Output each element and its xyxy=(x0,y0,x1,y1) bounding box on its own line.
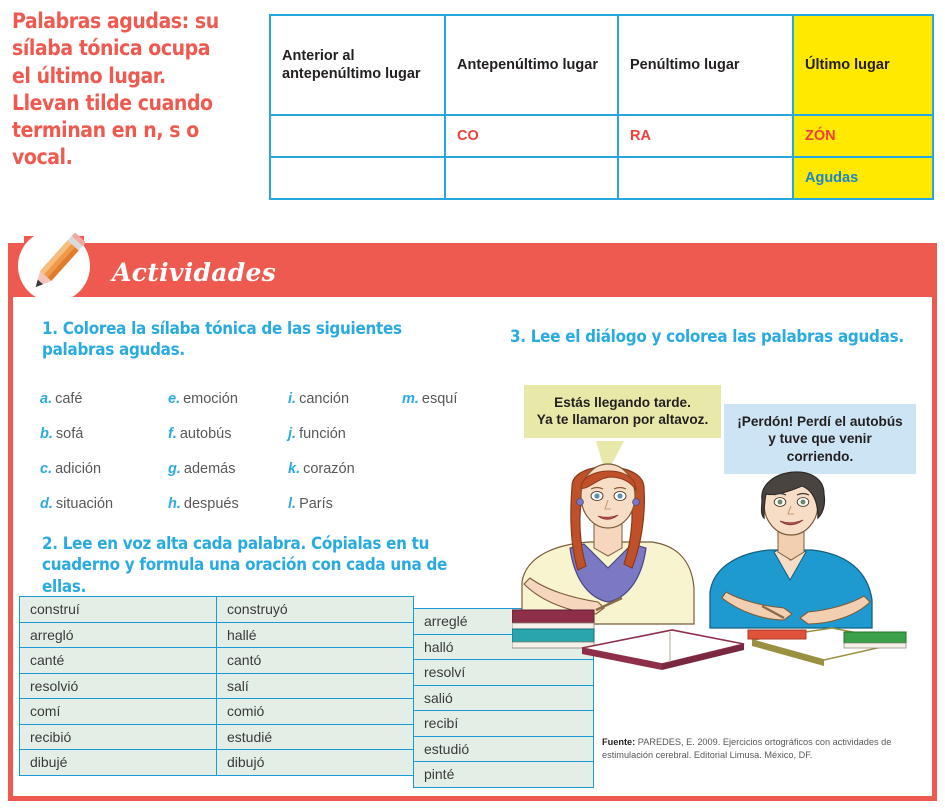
verb-cell: construí xyxy=(20,597,217,623)
rule-title: Palabras agudas: su sílaba tónica ocupa el último lugar. Llevan tilde cuando terminan en n, s o vocal. xyxy=(12,9,219,171)
bubble-line: corriendo. xyxy=(786,448,854,464)
verb-cell: arreglé xyxy=(414,609,594,635)
list-item xyxy=(168,487,280,522)
list-item xyxy=(168,382,280,417)
bubble-line: Ya te llamaron por altavoz. xyxy=(536,412,709,428)
verb-cell: resolvió xyxy=(20,673,217,699)
table-row xyxy=(270,157,933,199)
verb-cell: comió xyxy=(217,699,414,725)
list-item xyxy=(40,487,168,522)
table-row xyxy=(20,699,217,725)
item-word: corazón xyxy=(303,461,355,477)
open-book-left xyxy=(582,630,744,670)
list-item xyxy=(168,452,280,487)
word-column xyxy=(40,382,168,522)
item-word: canción xyxy=(299,391,350,407)
table-row xyxy=(217,750,414,776)
table-row xyxy=(270,115,933,157)
word-column xyxy=(168,382,280,522)
table-header-row xyxy=(270,15,933,115)
list-item xyxy=(40,417,168,452)
item-letter: e. xyxy=(168,391,181,407)
item-letter: f. xyxy=(168,426,177,442)
table-row xyxy=(414,762,594,788)
table-row xyxy=(20,724,217,750)
item-letter: j. xyxy=(288,426,297,442)
table-header-cell-1: Anterior al antepenúltimo lugar xyxy=(270,15,445,115)
exercise-2-heading: 2. Lee en voz alta cada palabra. Cópialas en tu cuaderno y formula una oración con cada una de ellas. xyxy=(42,534,448,596)
table-row xyxy=(414,736,594,762)
verb-cell: hallé xyxy=(217,622,414,648)
item-word: además xyxy=(183,461,236,477)
item-word: después xyxy=(183,496,239,512)
exercise-1-heading: 1. Colorea la sílaba tónica de las siguientes palabras agudas. xyxy=(42,319,402,360)
item-word: sofá xyxy=(55,426,84,442)
list-item xyxy=(40,382,168,417)
item-word: esquí xyxy=(421,391,458,407)
syllable-place-table xyxy=(269,14,934,200)
item-word: París xyxy=(299,496,333,512)
table-header-cell-2: Antepenúltimo lugar xyxy=(445,15,618,115)
table-row xyxy=(217,699,414,725)
list-item xyxy=(288,452,400,487)
verb-cell: arregló xyxy=(20,622,217,648)
activities-banner-title: Actividades xyxy=(112,258,277,287)
table-row xyxy=(217,648,414,674)
item-word: emoción xyxy=(183,391,238,407)
source-label: Fuente: xyxy=(602,737,636,747)
list-item xyxy=(402,382,512,417)
verb-cell: recibió xyxy=(20,724,217,750)
girl-figure xyxy=(522,464,694,624)
table-header-cell-3: Penúltimo lugar xyxy=(618,15,793,115)
word-column xyxy=(288,382,400,522)
verb-cell: salí xyxy=(217,673,414,699)
verb-cell: estudié xyxy=(217,724,414,750)
word-column xyxy=(402,382,512,417)
item-letter: l. xyxy=(288,496,297,512)
item-letter: h. xyxy=(168,496,181,512)
verb-cell: dibujé xyxy=(20,750,217,776)
table-row xyxy=(217,673,414,699)
item-letter: a. xyxy=(40,391,53,407)
table-row xyxy=(20,750,217,776)
item-word: situación xyxy=(55,496,114,512)
list-item xyxy=(40,452,168,487)
book-stack xyxy=(512,610,594,648)
syllable-cell-3: RA xyxy=(618,115,793,157)
verb-cell: pinté xyxy=(414,762,594,788)
item-word: adición xyxy=(55,461,102,477)
item-letter: k. xyxy=(288,461,301,477)
label-cell-2 xyxy=(445,157,618,199)
source-text: PAREDES, E. 2009. Ejercicios ortográficos con actividades de estimulación cerebral. Editorial Limusa. México, DF. xyxy=(602,737,892,761)
pencil-icon xyxy=(10,222,98,310)
table-row xyxy=(217,724,414,750)
item-word: función xyxy=(299,426,346,442)
item-letter: d. xyxy=(40,496,53,512)
table-row xyxy=(20,648,217,674)
list-item xyxy=(288,487,400,522)
exercise-3-heading: 3. Lee el diálogo y colorea las palabras agudas. xyxy=(510,327,904,346)
item-letter: m. xyxy=(402,391,419,407)
item-letter: i. xyxy=(288,391,297,407)
rule-section xyxy=(0,0,945,213)
verb-cell: dibujó xyxy=(217,750,414,776)
item-word: café xyxy=(55,391,83,407)
table-row xyxy=(217,622,414,648)
verb-cell: canté xyxy=(20,648,217,674)
speech-bubble-girl xyxy=(524,385,721,438)
label-cell-1 xyxy=(270,157,445,199)
verb-cell: estudió xyxy=(414,736,594,762)
students-illustration xyxy=(512,452,932,722)
table-row xyxy=(217,597,414,623)
syllable-cell-4: ZÓN xyxy=(793,115,933,157)
verb-table-column-2 xyxy=(216,596,414,776)
item-word: autobús xyxy=(179,426,232,442)
boy-figure xyxy=(710,472,872,628)
item-letter: g. xyxy=(168,461,181,477)
verb-cell: construyó xyxy=(217,597,414,623)
syllable-cell-1 xyxy=(270,115,445,157)
bubble-line: y tuve que venir xyxy=(768,431,872,447)
verb-cell: salió xyxy=(414,685,594,711)
table-row xyxy=(20,622,217,648)
open-book-right xyxy=(748,628,906,666)
verb-cell: cantó xyxy=(217,648,414,674)
list-item xyxy=(288,417,400,452)
bubble-line: Estás llegando tarde. xyxy=(554,395,691,410)
verb-table-column-1 xyxy=(19,596,217,776)
bubble-line: ¡Perdón! Perdí el autobús xyxy=(737,414,903,429)
table-row xyxy=(20,597,217,623)
list-item xyxy=(168,417,280,452)
table-header-cell-4: Último lugar xyxy=(793,15,933,115)
verb-cell: resolví xyxy=(414,660,594,686)
list-item xyxy=(288,382,400,417)
verb-cell: comí xyxy=(20,699,217,725)
item-letter: c. xyxy=(40,461,53,477)
item-letter: b. xyxy=(40,426,53,442)
table-row xyxy=(20,673,217,699)
label-cell-4: Agudas xyxy=(793,157,933,199)
source-citation xyxy=(602,736,922,762)
verb-cell: recibí xyxy=(414,711,594,737)
verb-cell: halló xyxy=(414,634,594,660)
syllable-cell-2: CO xyxy=(445,115,618,157)
label-cell-3 xyxy=(618,157,793,199)
